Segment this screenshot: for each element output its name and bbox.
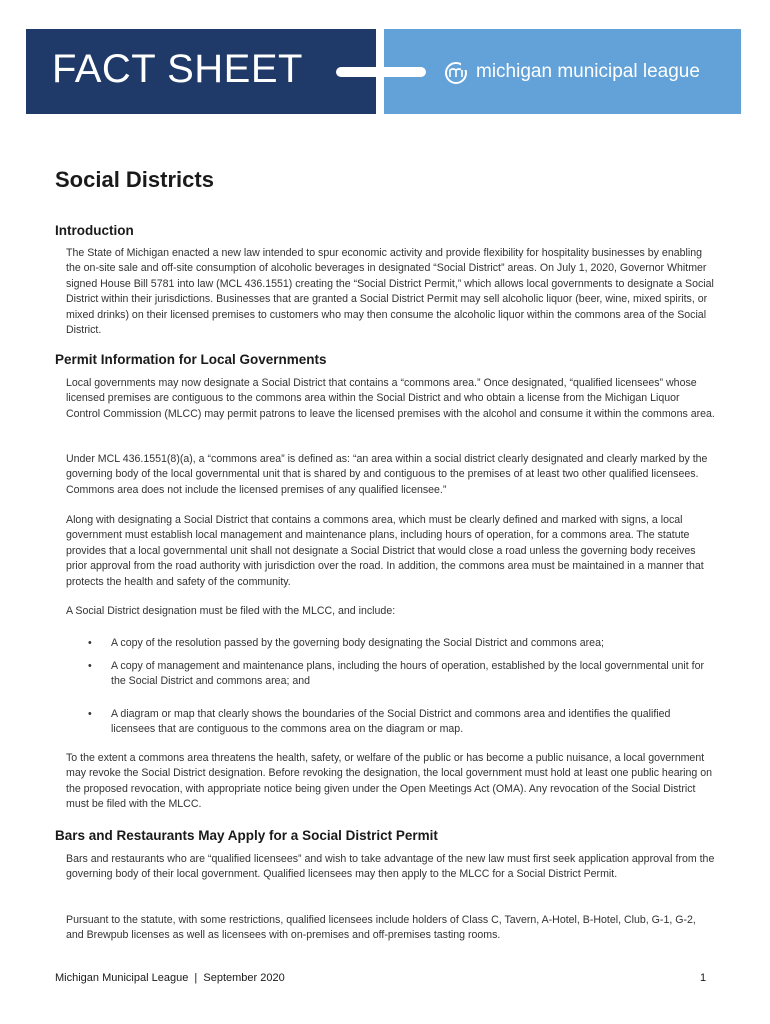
- banner-right-panel: [382, 29, 741, 114]
- list-item-text: A copy of the resolution passed by the governing body designating the Social District and commons area;: [111, 637, 604, 649]
- footer-source: Michigan Municipal League | September 2020: [55, 972, 285, 984]
- permit-closing-paragraph: To the extent a commons area threatens the health, safety, or welfare of the public or has become a public nuisance, a local government may revoke the Social District designation. Before revoking the designation, the local government must hold at least one public hearing on the proposed revocation, with appropriate notice being given under the Open Meetings Act (OMA). Any revocation of the Social District must be filed with the MLCC.: [66, 752, 713, 811]
- section-heading-permit: Permit Information for Local Governments: [55, 352, 327, 367]
- permit-paragraph-4: A Social District designation must be filed with the MLCC, and include:: [66, 605, 396, 617]
- page-title: Social Districts: [55, 167, 214, 192]
- permit-paragraph-1: Local governments may now designate a Social District that contains a “commons area.” Once designated, “qualified licensees” whose licensed premises are contiguous to the commons area within the Social District and who obtain a license from the Michigan Liquor Control Commission (MLCC) may permit patrons to leave the licensed premises with the alcohol and consume it within the commons area.: [66, 377, 715, 420]
- fact-sheet-title: FACT SHEET: [52, 47, 303, 91]
- plus-connector-vertical: [376, 29, 384, 114]
- header-banner: [26, 29, 741, 114]
- permit-paragraph-2: Under MCL 436.1551(8)(a), a “commons area” is defined as: “an area within a social district clearly designated and clearly marked by the governing body of the local governmental unit that is shared by and contiguous to the premises of at least two other qualified licensees. Commons area does not include the licensed premises of any qualified licensee.”: [66, 453, 708, 496]
- bullet-icon: •: [88, 637, 92, 649]
- bars-paragraph-1: Bars and restaurants who are “qualified licensees” and wish to take advantage of the new law must first seek application approval from the governing body of their local government. Qualified licensees may then apply to the MLCC for a Social District Permit.: [66, 853, 715, 881]
- org-name: michigan municipal league: [476, 61, 700, 82]
- intro-paragraph: The State of Michigan enacted a new law intended to spur economic activity and provide flexibility for hospitality businesses by enabling the on-site sale and off-site consumption of alcoholic beverages in designated “Social District” areas. On July 1, 2020, Governor Whitmer signed House Bill 5781 into law (MCL 436.1551) creating the “Social District Permit,” which allows local governments to designate a Social District within their jurisdictions. Businesses that are granted a Social District Permit may sell alcoholic liquor (beer, wine, mixed spirits, or mixed drinks) on their licensed premises to customers who may then consume the alcoholic liquor within the commons area of the Social District.: [66, 247, 714, 337]
- section-heading-bars: Bars and Restaurants May Apply for a Social District Permit: [55, 828, 438, 843]
- permit-paragraph-3: Along with designating a Social District that contains a commons area, which must be clearly defined and marked with signs, a local government must establish local management and maintenance plans, including hours of operation, for a commons area. The statute provides that a local governmental unit shall not designate a Social District that would close a road unless the governing body receives prior approval from the road authority with jurisdiction over the road. In addition, the commons area must be maintained in a manner that protects the health and safety of the community.: [66, 514, 704, 588]
- bars-paragraph-2: Pursuant to the statute, with some restrictions, qualified licensees include holders of Class C, Tavern, A-Hotel, B-Hotel, Club, G-1, G-2, and Brewpub licenses as well as licensees with on-premises and off-premises tasting rooms.: [66, 914, 696, 942]
- list-item-text: A diagram or map that clearly shows the boundaries of the Social District and commons area and identifies the qualified licensees that are contiguous to the commons area on the diagram or map.: [111, 708, 671, 736]
- page-number: 1: [700, 972, 707, 984]
- bullet-icon: •: [88, 708, 92, 720]
- section-heading-introduction: Introduction: [55, 223, 134, 238]
- bullet-icon: •: [88, 660, 92, 672]
- banner-left-panel: [26, 29, 378, 114]
- mml-logo-icon: [444, 61, 468, 85]
- list-item-text: A copy of management and maintenance plans, including the hours of operation, established by the local governmental unit for the Social District and commons area; and: [111, 660, 705, 688]
